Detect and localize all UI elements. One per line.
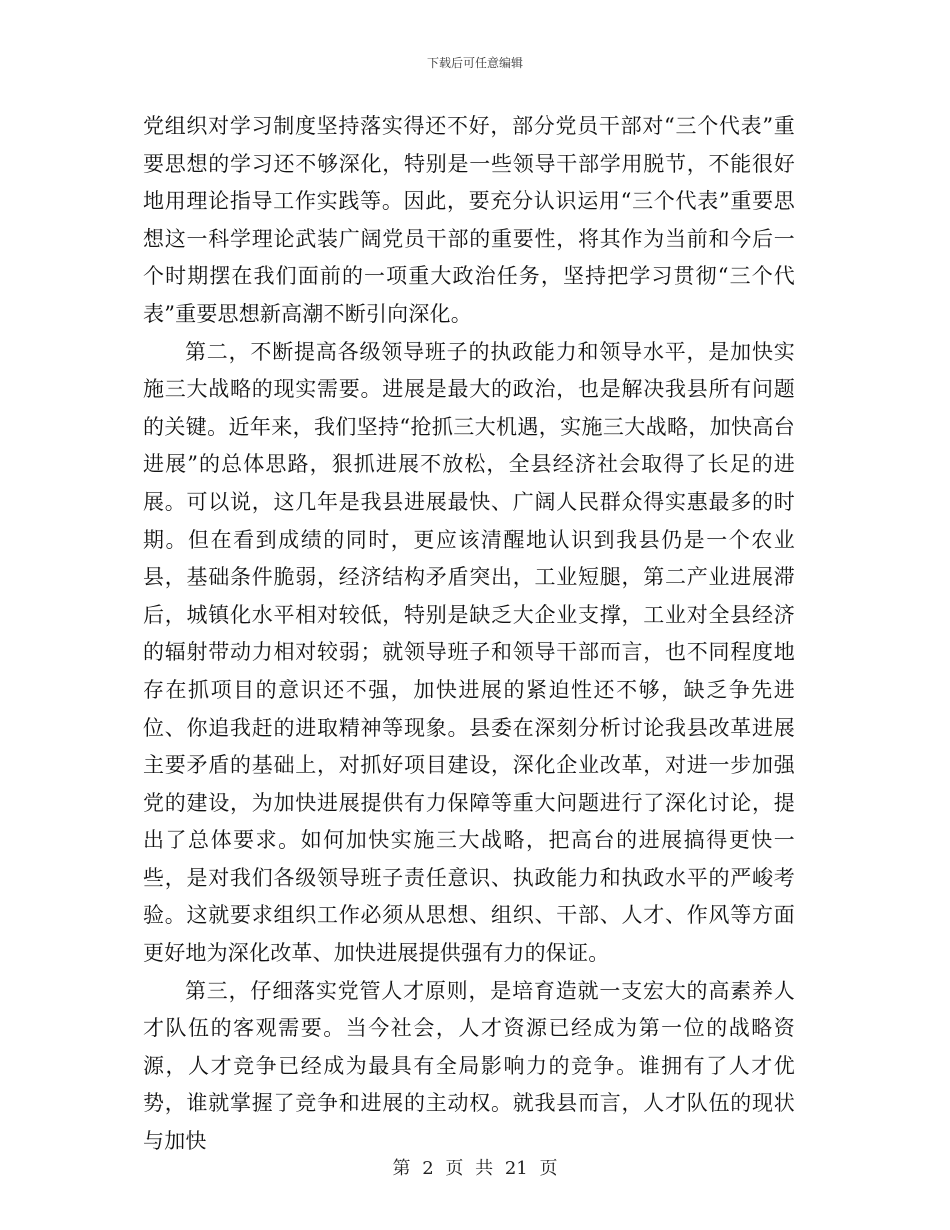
- paragraph-second-point: 第二，不断提高各级领导班子的执政能力和领导水平，是加快实施三大战略的现实需要。进展是最大的政治，也是解决我县所有问题的关键。近年来，我们坚持“抢抓三大机遇，实施三大战略，加快高台进展”的总体思路，狠抓进展不放松，全县经济社会取得了长足的进展。可以说，这几年是我县进展最快、广阔人民群众得实惠最多的时期。但在看到成绩的同时，更应该清醒地认识到我县仍是一个农业县，基础条件脆弱，经济结构矛盾突出，工业短腿，第二产业进展滞后，城镇化水平相对较低，特别是缺乏大企业支撑，工业对全县经济的辐射带动力相对较弱；就领导班子和领导干部而言，也不同程度地存在抓项目的意识还不强，加快进展的紧迫性还不够，缺乏争先进位、你追我赶的进取精神等现象。县委在深刻分析讨论我县改革进展主要矛盾的基础上，对抓好项目建设，深化企业改革，对进一步加强党的建设，为加快进展提供有力保障等重大问题进行了深化讨论，提出了总体要求。如何加快实施三大战略，把高台的进展搞得更快一些，是对我们各级领导班子责任意识、执政能力和执政水平的严峻考验。这就要求组织工作必须从思想、组织、干部、人才、作风等方面更好地为深化改革、加快进展提供强有力的保证。: [143, 339, 795, 966]
- paragraph-continuation: 党组织对学习制度坚持落实得还不好，部分党员干部对“三个代表”重要思想的学习还不够深化，特别是一些领导干部学用脱节，不能很好地用理论指导工作实践等。因此，要充分认识运用“三个代表”重要思想这一科学理论武装广阔党员干部的重要性，将其作为当前和今后一个时期摆在我们面前的一项重大政治任务，坚持把学习贯彻“三个代表”重要思想新高潮不断引向深化。: [143, 114, 795, 326]
- page-number: 第 2 页 共 21 页: [392, 1158, 558, 1179]
- document-body: [143, 108, 795, 1161]
- paragraph-third-point: 第三，仔细落实党管人才原则，是培育造就一支宏大的高素养人才队伍的客观需要。当今社会，人才资源已经成为第一位的战略资源，人才竞争已经成为最具有全局影响力的竞争。谁拥有了人才优势，谁就掌握了竞争和进展的主动权。就我县而言，人才队伍的现状与加快: [143, 978, 795, 1154]
- page-header: 下载后可任意编辑: [426, 56, 523, 70]
